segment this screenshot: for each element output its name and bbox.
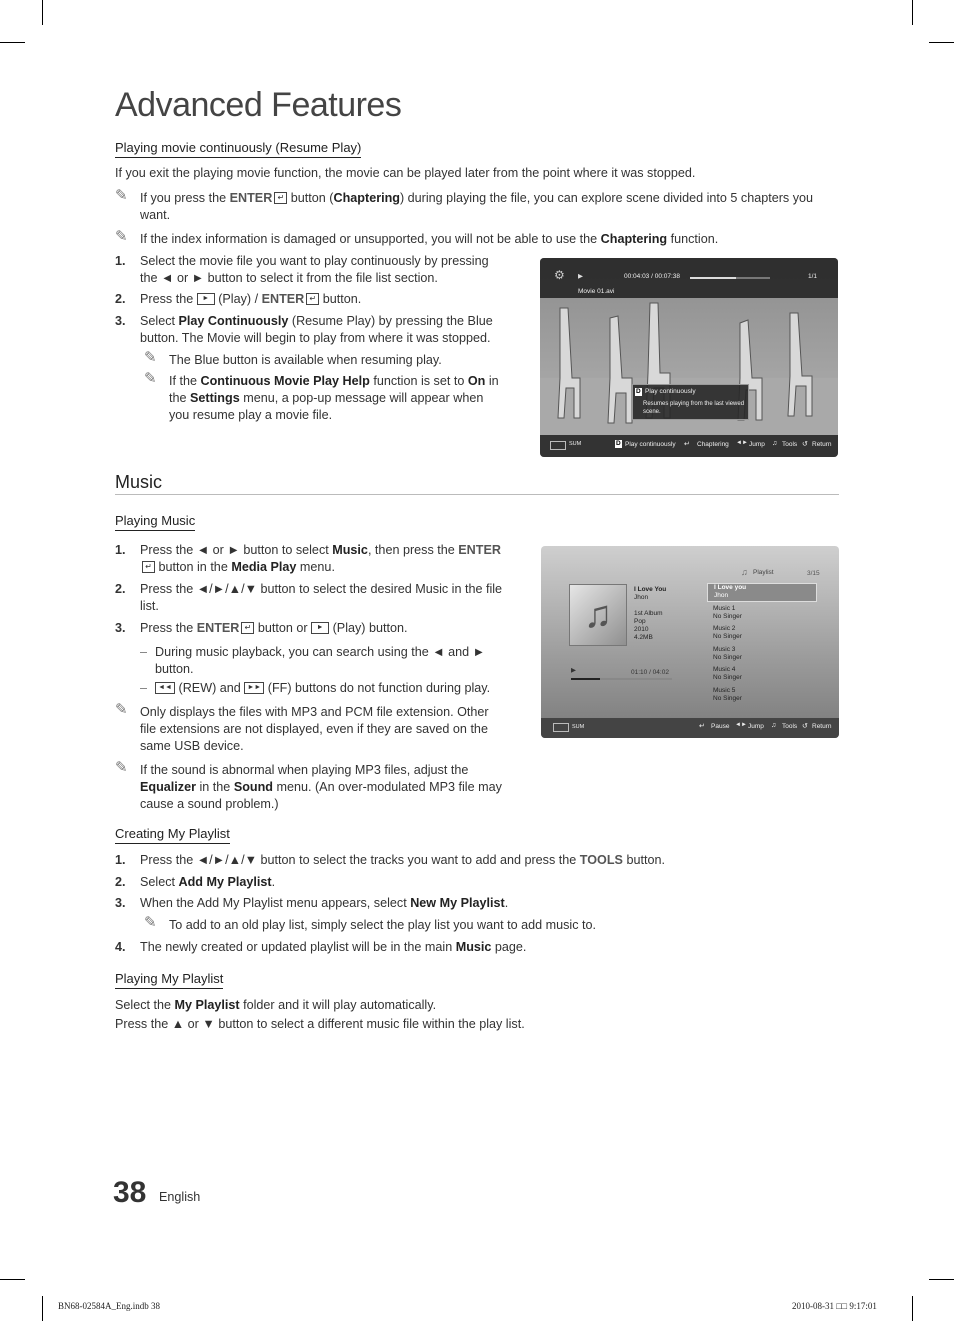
song-artist: Jhon [634, 594, 649, 601]
tools-icon: ♫ [771, 722, 777, 729]
resume-step-1: 1. Select the movie file you want to play continuously by pressing the ◄ or ► button to select it from the file list section. [115, 254, 489, 285]
song-genre: Pop [634, 618, 646, 625]
play-playlist-heading: Playing My Playlist [115, 971, 223, 989]
crop-mark [929, 1279, 954, 1280]
tools-label: Tools [782, 723, 798, 730]
playlist-line-2: Press the ▲ or ▼ button to select a different music file within the play list. [115, 1017, 525, 1031]
return-icon: ↺ [802, 441, 808, 448]
music-progress-track [571, 678, 672, 680]
song-year: 2010 [634, 626, 649, 633]
playing-music-heading: Playing Music [115, 513, 195, 531]
create-note: ✎ To add to an old play list, simply select the play list you want to add music to. [144, 914, 596, 932]
return-icon: ↺ [802, 723, 808, 730]
crop-mark [929, 42, 954, 43]
movie-count: 1/1 [808, 273, 818, 280]
return-label: Return [812, 723, 832, 730]
crop-mark [42, 1296, 43, 1321]
playlist-icon: ♫ [741, 567, 748, 577]
page-number: 38 [113, 1176, 147, 1209]
music-note-2: ✎ If the sound is abnormal when playing MP3 files, adjust the Equalizer in the Sound menu. (An over-modulated MP3 file may cause a sound problem.) [115, 759, 502, 811]
chaptering-label: Chaptering [697, 441, 729, 448]
playlist-label: Playlist [753, 569, 774, 576]
device-name: SUM [569, 441, 582, 447]
device-name: SUM [572, 724, 585, 730]
movie-filename: Movie 01.avi [578, 288, 615, 295]
playlist-line-1: Select the My Playlist folder and it will play automatically. [115, 998, 437, 1012]
playlist-item[interactable]: Music 1 No Singer [713, 605, 742, 620]
enter-icon: ↵ [306, 293, 319, 305]
arrows-icon: ◄► [736, 440, 748, 446]
note-icon: ✎ [115, 759, 128, 776]
section-divider [115, 494, 839, 495]
playlist-count: 3/15 [807, 570, 820, 577]
music-note-icon: ♫ [569, 584, 627, 646]
page-language: English [159, 1190, 201, 1204]
return-label: Return [812, 441, 832, 448]
play-key-icon: ► [311, 622, 329, 634]
popup-text: Resumes playing from the last viewed scene. [643, 401, 745, 415]
create-playlist-heading: Creating My Playlist [115, 826, 230, 844]
music-screenshot [541, 546, 839, 738]
song-title: I Love You [634, 586, 667, 593]
crop-mark [912, 0, 913, 25]
create-step-1: 1. Press the ◄/►/▲/▼ button to select the tracks you want to add and press the TOOLS button. [115, 853, 665, 867]
music-note-1: ✎ Only displays the files with MP3 and PCM file extension. Other file extensions are not displayed, even if they are saved on the same USB device. [115, 701, 489, 753]
footer-date: 2010-08-31 □□ 9:17:01 [792, 1301, 877, 1311]
note-icon: ✎ [115, 187, 128, 204]
note-icon: ✎ [115, 701, 128, 718]
enter-icon: ↵ [274, 192, 287, 204]
movie-screenshot [540, 258, 838, 457]
song-size: 4.2MB [634, 634, 653, 641]
music-time: 01:10 / 04:02 [631, 669, 669, 676]
create-step-3: 3. When the Add My Playlist menu appears, select New My Playlist. [115, 896, 509, 910]
rew-key-icon: ◄◄ [155, 682, 175, 694]
music-bottom-bar [541, 718, 839, 738]
playlist-item[interactable]: Music 5 No Singer [713, 687, 742, 702]
resume-note-1: ✎ If you press the ENTER ↵ button (Chaptering) during playing the file, you can explore scene divided into 5 chapters you want. [115, 187, 814, 222]
play-key-icon: ► [197, 293, 215, 305]
play-icon: ▶ [571, 667, 576, 674]
playlist [707, 582, 817, 718]
film-reel-icon: ⚙ [554, 268, 565, 282]
enter-icon: ↵ [699, 723, 705, 730]
create-step-2: 2. Select Add My Playlist. [115, 875, 276, 889]
note-icon: ✎ [144, 914, 157, 931]
music-step-2: 2. Press the ◄/►/▲/▼ button to select the desired Music in the file list. [115, 582, 503, 613]
tools-label: Tools [782, 441, 798, 448]
music-dash-1: – During music playback, you can search using the ◄ and ► button. [140, 645, 486, 676]
resume-subnote-2: ✎ If the Continuous Movie Play Help function is set to On in the Settings menu, a pop-up message will appear when you resume play a movie file. [144, 370, 499, 422]
music-step-1: 1. Press the ◄ or ► button to select Music, then press the ENTER↵ button in the Media Play menu. [115, 543, 501, 574]
music-dash-2: – ◄◄ (REW) and ►► (FF) buttons do not function during play. [140, 681, 491, 695]
crop-mark [42, 0, 43, 25]
crop-mark [0, 42, 25, 43]
movie-bottom-bar [540, 435, 838, 457]
song-info [634, 586, 666, 642]
note-icon: ✎ [144, 370, 157, 387]
page-title: Advanced Features [115, 86, 402, 124]
playlist-item[interactable]: Music 3 No Singer [713, 646, 742, 661]
music-progress-fill [571, 678, 600, 680]
movie-top-bar [540, 258, 838, 298]
music-heading: Music [115, 472, 163, 492]
resume-intro: If you exit the playing movie function, the movie can be played later from the point where it was stopped. [115, 166, 696, 180]
resume-step-3: 3. Select Play Continuously (Resume Play) by pressing the Blue button. The Movie will begin to play from where it was stopped. [115, 314, 493, 345]
play-icon: ▶ [578, 273, 583, 280]
jump-label: Jump [749, 441, 765, 448]
playlist-item-selected[interactable]: I Love you Jhon [707, 583, 817, 602]
resume-heading: Playing movie continuously (Resume Play) [115, 140, 361, 158]
create-step-4: 4. The newly created or updated playlist will be in the main Music page. [115, 940, 527, 954]
enter-icon: ↵ [241, 622, 254, 634]
pause-label: Pause [711, 723, 730, 730]
d-key-icon: D [636, 388, 641, 395]
crop-mark [912, 1296, 913, 1321]
tools-icon: ♫ [772, 440, 778, 447]
crop-mark [0, 1279, 25, 1280]
d-key-icon: D [616, 440, 621, 447]
resume-subnote-1: ✎ The Blue button is available when resuming play. [144, 349, 442, 367]
movie-progress-track [690, 277, 770, 279]
usb-icon [553, 723, 569, 732]
playlist-item[interactable]: Music 4 No Singer [713, 666, 742, 681]
music-step-3: 3. Press the ENTER ↵ button or ► (Play) button. [115, 621, 408, 635]
arrows-icon: ◄► [735, 722, 747, 728]
movie-time: 00:04:03 / 00:07:38 [624, 273, 681, 280]
movie-progress-fill [690, 277, 736, 279]
jump-label: Jump [748, 723, 764, 730]
resume-popup [632, 384, 749, 420]
note-icon: ✎ [115, 228, 128, 245]
song-album: 1st Album [634, 610, 663, 617]
resume-note-2: ✎ If the index information is damaged or unsupported, you will not be able to use the Chaptering function. [115, 228, 719, 246]
usb-icon [550, 441, 566, 450]
footer-file: BN68-02584A_Eng.indb 38 [58, 1301, 160, 1311]
ff-key-icon: ►► [244, 682, 264, 694]
playlist-item[interactable]: Music 2 No Singer [713, 625, 742, 640]
resume-step-2: 2. Press the ► (Play) / ENTER ↵ button. [115, 292, 362, 306]
enter-icon: ↵ [684, 441, 690, 448]
play-continuously-label: Play continuously [625, 441, 676, 448]
note-icon: ✎ [144, 349, 157, 366]
enter-icon: ↵ [142, 561, 155, 573]
popup-title: Play continuously [645, 388, 696, 395]
